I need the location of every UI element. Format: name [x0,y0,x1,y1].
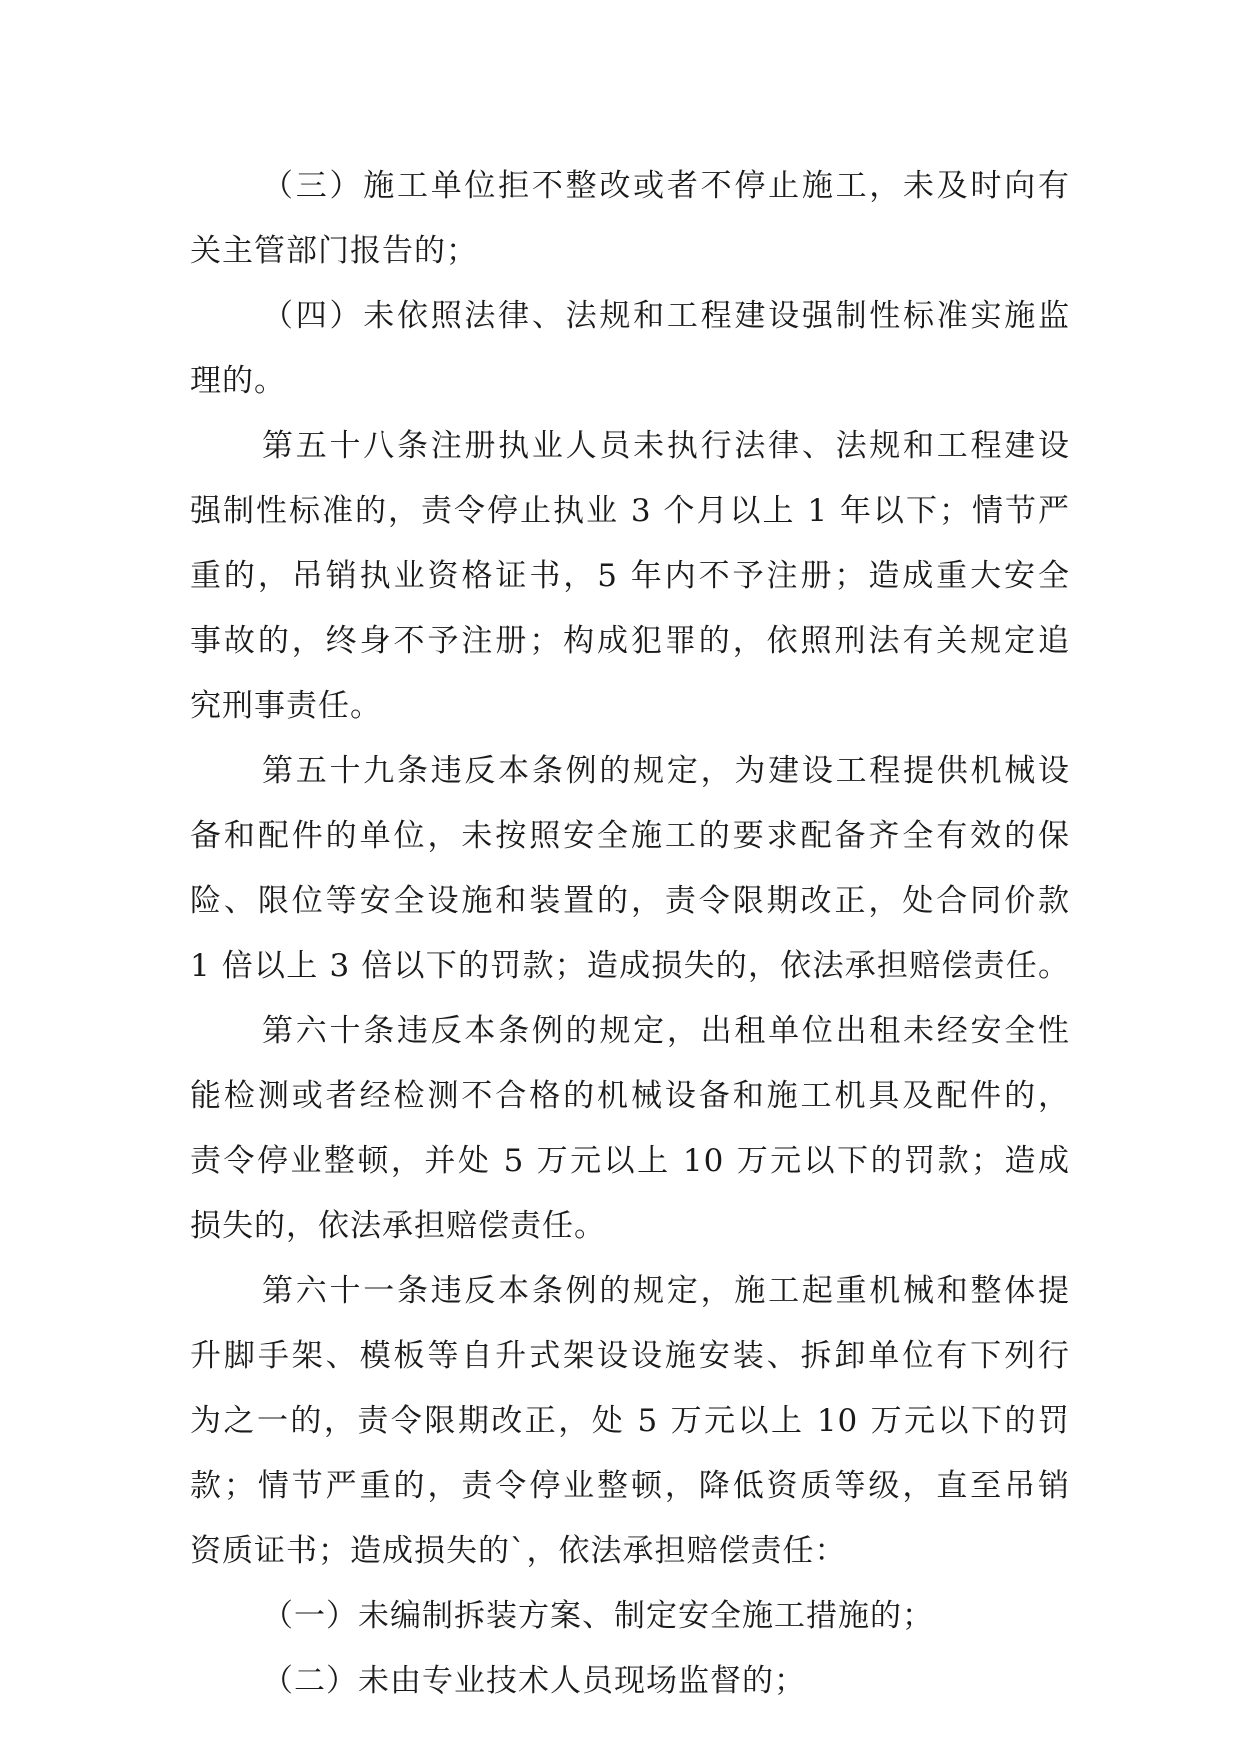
text-line: 备和配件的单位，未按照安全施工的要求配备齐全有效的保 [190,818,1070,854]
text-line: （一）未编制拆装方案、制定安全施工措施的； [262,1598,934,1634]
text-line: 强制性标准的，责令停止执业 3 个月以上 1 年以下；情节严 [190,493,1070,529]
text-line: 责令停业整顿，并处 5 万元以上 10 万元以下的罚款；造成 [190,1143,1070,1179]
text-line: 第五十九条违反本条例的规定，为建设工程提供机械设 [262,753,1070,789]
text-line: 事故的，终身不予注册；构成犯罪的，依照刑法有关规定追 [190,623,1070,659]
text-line: 为之一的，责令限期改正，处 5 万元以上 10 万元以下的罚 [190,1403,1070,1439]
text-line: （三）施工单位拒不整改或者不停止施工，未及时向有 [262,168,1070,204]
text-line: 理的。 [190,363,286,399]
text-line: 险、限位等安全设施和装置的，责令限期改正，处合同价款 [190,883,1070,919]
text-line: 关主管部门报告的； [190,233,478,269]
text-line: 能检测或者经检测不合格的机械设备和施工机具及配件的， [190,1078,1070,1114]
text-line: 1 倍以上 3 倍以下的罚款；造成损失的，依法承担赔偿责任。 [190,948,1070,984]
text-line: （四）未依照法律、法规和工程建设强制性标准实施监 [262,298,1070,334]
text-line: 重的，吊销执业资格证书，5 年内不予注册；造成重大安全 [190,558,1070,594]
text-line: 第五十八条注册执业人员未执行法律、法规和工程建设 [262,428,1070,464]
text-line: （二）未由专业技术人员现场监督的； [262,1663,806,1699]
text-line: 资质证书；造成损失的`，依法承担赔偿责任： [190,1533,847,1569]
text-line: 第六十条违反本条例的规定，出租单位出租未经安全性 [262,1013,1070,1049]
text-line: 款；情节严重的，责令停业整顿，降低资质等级，直至吊销 [190,1468,1070,1504]
text-line: 究刑事责任。 [190,688,382,724]
document-body [190,162,1070,1722]
text-line: 第六十一条违反本条例的规定，施工起重机械和整体提 [262,1273,1070,1309]
text-line: 损失的，依法承担赔偿责任。 [190,1208,606,1244]
text-line: 升脚手架、模板等自升式架设设施安装、拆卸单位有下列行 [190,1338,1070,1374]
